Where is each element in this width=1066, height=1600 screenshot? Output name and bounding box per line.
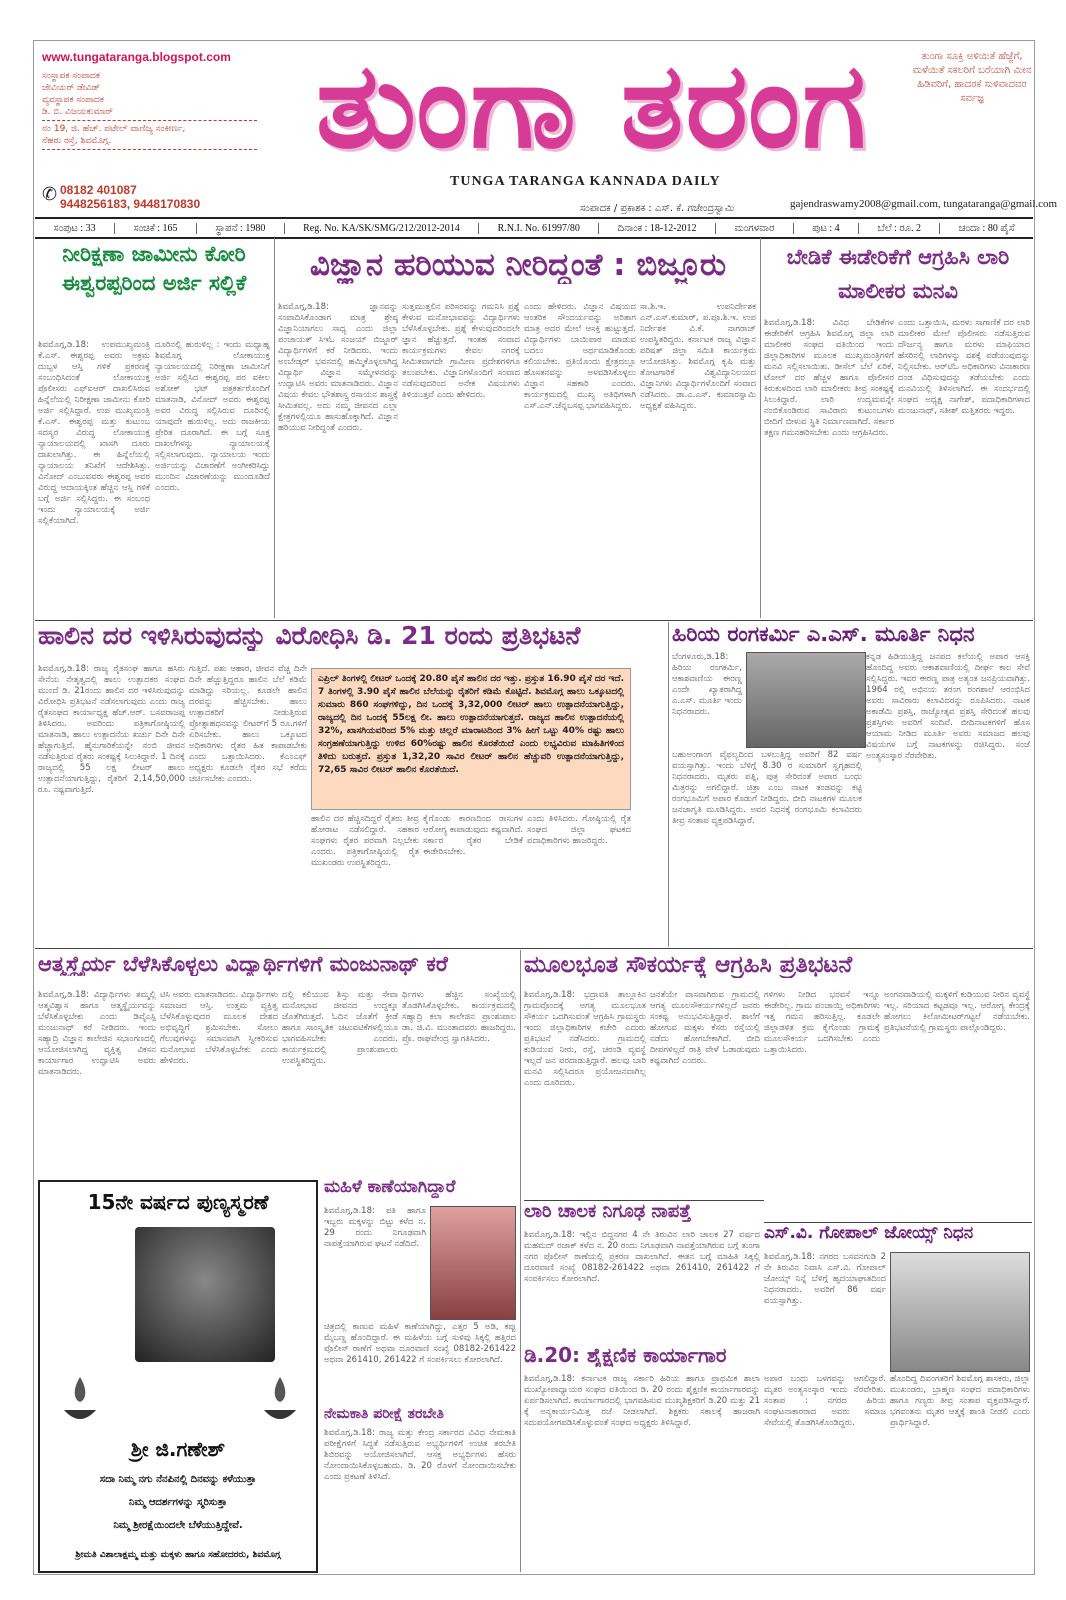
headline-recruitment-exam-coaching[interactable]: ನೇಮಕಾತಿ ಪರೀಕ್ಷೆ ತರಬೇತಿ: [324, 1406, 444, 1422]
article-text: ಕನ್ನಡ ಹಿಡಿಯುತ್ತಿದ್ದ ಜನಪದ ಕಲೆಯಲ್ಲಿ ಅಪಾರ ಆಸಕ್ತಿ ಹೊಂದಿದ್ದ ಅವರು ಆಕಾಶವಾಣಿಯಲ್ಲಿ ದೀರ್ಘ ಕಾಲ ಸೇವೆ ಸಲ್ಲಿಸಿದ್ದರು. ಇವರ ಈರಣ್ಣ ಪಾತ್ರ ಅತ್ಯಂತ ಜನಪ್ರಿಯವಾಗಿತ್ತು. 1964 ರಲ್ಲಿ ಅಭಿನಯ ತರಂಗ ರಂಗಶಾಲೆ ಆರಂಭಿಸಿದ ಅವರು ಸಾವಿರಾರು ಕಲಾವಿದರನ್ನು ರೂಪಿಸಿದರು. ನಾಟಕ ಅಕಾಡೆಮಿ ಪ್ರಶಸ್ತಿ, ರಾಜ್ಯೋತ್ಸವ ಪ್ರಶಸ್ತಿ ಸೇರಿದಂತೆ ಹಲವು ಪ್ರಶಸ್ತಿಗಳು ಅವರಿಗೆ ಸಂದಿವೆ. ಬೀದಿನಾಟಕಗಳಿಗೆ ಹೊಸ ಆಯಾಮ ನೀಡಿದ ಮೂರ್ತಿ ಅವರು ಸಮಾಜದ ಹಲವು ವಿಷಯಗಳ ಬಗ್ಗೆ ನಾಟಕಗಳನ್ನು ರಚಿಸಿದ್ದರು. ಸಂಜೆ ಅಂತ್ಯಸಂಸ್ಕಾರ ನೆರವೇರಿತು.: [866, 652, 1030, 761]
phone-numbers: [60, 183, 200, 211]
memorial-notice: [38, 1180, 318, 1573]
memorial-title: 15ನೇ ವರ್ಷದ ಪುಣ್ಯಸ್ಮರಣೆ: [87, 1190, 269, 1214]
article-text: ಹಾಲಿನ ದರ ಹೆಚ್ಚಿಸದಿದ್ದರೆ ರೈತರು ತೀವ್ರ ಹೋರಾಟ ನಡೆಸಲಿದ್ದಾರೆ. ಸಹಕಾರ ಸಂಘಗಳು ರೈತರ ಪರವಾಗಿ ನಿಲ್ಲಬೇಕು ಎಂದರು. ಪತ್ರಿಕಾಗೋಷ್ಠಿಯಲ್ಲಿ ರೈತ ಮುಖಂಡರು ಉಪಸ್ಥಿತರಿದ್ದರು.: [311, 814, 419, 868]
article-text: ಶಿವಮೊಗ್ಗ,ಡಿ.18: ಭದ್ರಾವತಿ ತಾಲ್ಲೂಕಿನ ಗ್ರಾಮವೊಂದಕ್ಕೆ ಅಗತ್ಯ ಮೂಲಭೂತ ಸೌಕರ್ಯ ಒದಗಿಸುವಂತೆ ಆಗ್ರಹಿಸಿ ಗ್ರಾಮಸ್ಥರು ಇಂದು ಜಿಲ್ಲಾಧಿಕಾರಿಗಳ ಕಚೇರಿ ಎದುರು ಪ್ರತಿಭಟನೆ ನಡೆಸಿದರು. ಗ್ರಾಮದಲ್ಲಿ ಕುಡಿಯುವ ನೀರು, ರಸ್ತೆ, ಚರಂಡಿ ವ್ಯವಸ್ಥೆ ಇಲ್ಲದೆ ಜನ ಪರದಾಡುತ್ತಿದ್ದಾರೆ. ಹಲವು ಬಾರಿ ಮನವಿ ಸಲ್ಲಿಸಿದರೂ ಪ್ರಯೋಜನವಾಗಿಲ್ಲ ಎಂದು ದೂರಿದರು.: [524, 990, 646, 1088]
article-text: ರ್ಥಿಗಳು ಹೆಚ್ಚಿನ ಸಂಖ್ಯೆಯಲ್ಲಿ ತೊಡಗಿಸಿಕೊಳ್ಳಬೇಕು. ಕಾರ್ಯಕ್ರಮದಲ್ಲಿ ಸಹ್ಯಾದ್ರಿ ಕಲಾ ಕಾಲೇಜಿನ ಪ್ರಾಂಶುಪಾಲ ಡಾ. ಜಿ.ವಿ. ಮುಂತಾದವರು ಹಾಜರಿದ್ದರು. ಪ್ರೊ. ರಾಘವೇಂದ್ರ ಸ್ವಾಗತಿಸಿದರು.: [402, 990, 516, 1044]
article-text: ಶಿವಮೊಗ್ಗ,ಡಿ.18: ನಗರದ ಬಸವನಗುಡಿ 2 ನೇ ತಿರುವಿನ ನಿವಾಸಿ ಎಸ್.ವಿ. ಗೋಪಾಲ್ ಜೋಯ್ಸ್ ನಿನ್ನೆ ಬೆಳಿಗ್ಗೆ ಹೃದಯಾಘಾತದಿಂದ ನಿಧನರಾದರು. ಅವರಿಗೆ 86 ವರ್ಷ ವಯಸ್ಸಾಗಿತ್ತು.: [764, 1252, 886, 1306]
info-line: ಡಿ. ಬಿ. ವಿಜಯಕುಮಾರ್: [42, 107, 113, 117]
article-text: ಗುತ್ತಿದೆ. ಪಶು ಆಹಾರ, ಜೀವನ ವೆಚ್ಚ ದಿನೇ ದಿನೇ ಹೆಚ್ಚುತ್ತಿದ್ದರೂ ಹಾಲಿನ ಬೆಲೆ ಕಡಿಮೆ ಮಾಡಿದ್ದು ಸರಿಯಲ್ಲ. ಕೂಡಲೇ ಹಾಲಿನ ದರವನ್ನು ಹೆಚ್ಚಿಸಬೇಕು. ಹಾಲು ಉತ್ಪಾದಕರಿಗೆ ನೀಡುತ್ತಿರುವ ಪ್ರೋತ್ಸಾಹಧನವನ್ನು ಲೀಟರ್‌ಗೆ 5 ರೂ.ಗಳಿಗೆ ಏರಿಸಬೇಕು. ಹಾಲು ಒಕ್ಕೂಟದ ಅಧಿಕಾರಿಗಳು ರೈತರ ಹಿತ ಕಾಪಾಡಬೇಕು ಎಂದು ಒತ್ತಾಯಿಸಿದರು. ಕೆಎಂಎಫ್ ಅಧ್ಯಕ್ಷರು ಕೂಡಲೇ ರೈತರ ಸಭೆ ಕರೆದು ಚರ್ಚಿಸಬೇಕು ಎಂದರು.: [189, 664, 307, 784]
established: ಸ್ಥಾಪನೆ : 1980: [197, 223, 285, 234]
info-line: ಸಂಸ್ಥಾಪಕ ಸಂಪಾದಕ: [42, 71, 100, 81]
price: ಬೆಲೆ : ರೂ. 2: [859, 223, 940, 234]
article-text: ಎಂದು ಒತ್ತಾಯಿಸಿ, ಮರಳು ಸಾಗಾಣಿಕೆ ದರ ಲಾರಿ ಮಾಲೀಕರ ಮೇಲೆ ಪೊಲೀಸರು ನಡೆಸುತ್ತಿರುವ ದೌರ್ಜನ್ಯ ಹಾಗೂ ಮರಳು ಮಾಫಿಯಾದ ಹೆಸರಿನಲ್ಲಿ ಲಾರಿಗಳನ್ನು ವಶಕ್ಕೆ ಪಡೆಯುವುದನ್ನು ನಿಲ್ಲಿಸಬೇಕು. ಆರ್‌ಟಿಓ ಅಧಿಕಾರಿಗಳು ವಿನಾಕಾರಣ ದಂಡ ವಿಧಿಸುವುದನ್ನು ತಡೆಯಬೇಕು ಎಂದು ಮನವಿಯಲ್ಲಿ ತಿಳಿಸಲಾಗಿದೆ. ಈ ಸಂದರ್ಭದಲ್ಲಿ ಸಂಘದ ಅಧ್ಯಕ್ಷ ನಾಗೇಶ್, ಪದಾಧಿಕಾರಿಗಳಾದ ಮಂಜುನಾಥ್, ಸತೀಶ್ ಮತ್ತಿತರರು ಇದ್ದರು.: [898, 318, 1030, 416]
tunga-quote: ತುಂಗಾ ಸೂಕ್ತಿ ಅಳಿಯಿತೆ ಹೆಜ್ಜೆಗೆ, ಮಳೆಯಿತೆ ಸಕಲರಿಗೆ ಬರೆಯಾಗಿ ಮೀನ ಹಿಡಿವರಿಗೆ, ಹಾದರಕೆ ಸುಳಿವಾದವರ ಸರ್ವಜ್ಞ: [912, 51, 1032, 104]
headline-bail-application[interactable]: ನೀರಿಕ್ಷಣಾ ಜಾಮೀನು ಕೋರಿ ಈಶ್ವರಪ್ಪರಿಂದ ಅರ್ಜಿ ಸಲ್ಲಿಕೆ: [61, 242, 247, 295]
article-text: ಶಿವಮೊಗ್ಗ,ಡಿ.18: ರಾಜ್ಯ ರೈತಸಂಘ ಹಾಗೂ ಹಸಿರು ಸೇನೆಯ ನೇತೃತ್ವದಲ್ಲಿ ಹಾಲು ಉತ್ಪಾದಕರ ಸಂಘದ ಮುಂದೆ ಡಿ. 21ರಂದು ಹಾಲಿನ ದರ ಇಳಿಸಿರುವುದನ್ನು ವಿರೋಧಿಸಿ ಪ್ರತಿಭಟನೆ ನಡೆಸಲಾಗುವುದು ಎಂದು ರಾಜ್ಯ ರೈತಸಂಘದ ಕಾರ್ಯಾಧ್ಯಕ್ಷ ಹೆಚ್.ಆರ್. ಬಸವರಾಜಪ್ಪ ತಿಳಿಸಿದರು. ಅವರಿಂದು ಪತ್ರಿಕಾಗೋಷ್ಠಿಯಲ್ಲಿ ಮಾತನಾಡಿ, ಹಾಲು ಉತ್ಪಾದನೆಯ ಖರ್ಚು ದಿನೇ ದಿನೇ ಹೆಚ್ಚಾಗುತ್ತಿದೆ. ಹೈನುಗಾರಿಕೆಯನ್ನೇ ನಂಬಿ ಜೀವನ ನಡೆಸುತ್ತಿರುವ ರೈತರು ಸಂಕಷ್ಟಕ್ಕೆ ಸಿಲುಕಿದ್ದಾರೆ. 1 ದಿನಕ್ಕೆ ರಾಜ್ಯದಲ್ಲಿ 55 ಲಕ್ಷ ಲೀಟರ್ ಹಾಲು ಉತ್ಪಾದನೆಯಾಗುತ್ತಿದ್ದು, ರೈತರಿಗೆ 2,14,50,000 ರೂ. ನಷ್ಟವಾಗುತ್ತಿದೆ.: [38, 664, 185, 795]
weekday: ಮಂಗಳವಾರ: [716, 223, 794, 234]
rni-no: R.N.I. No. 61997/80: [479, 223, 599, 234]
phone-icon: ✆: [42, 184, 58, 205]
article-text: ಶಿವಮೊಗ್ಗ,ಡಿ.18: ವಿದ್ಯಾರ್ಥಿಗಳು ತಮ್ಮಲ್ಲಿ ಆತ್ಮವಿಶ್ವಾಸ ಹಾಗೂ ಆತ್ಮಸ್ಥೈರ್ಯವನ್ನು ಬೆಳೆಸಿಕೊಳ್ಳಬೇಕು ಎಂದು ಡಿವೈಎಸ್ಪಿ ಮಂಜುನಾಥ್ ಕರೆ ನೀಡಿದರು. ಇಂದು ಸಹ್ಯಾದ್ರಿ ವಿಜ್ಞಾನ ಕಾಲೇಜಿನ ಸಭಾಂಗಣದಲ್ಲಿ ಆಯೋಜಿಸಲಾಗಿದ್ದ ವ್ಯಕ್ತಿತ್ವ ವಿಕಸನ ಕಾರ್ಯಾಗಾರ ಉದ್ಘಾಟಿಸಿ ಅವರು ಮಾತನಾಡಿದರು.: [38, 990, 156, 1077]
article-text: ಶಿವಮೊಗ್ಗ,ಡಿ.18: ಜ್ಞಾನವನ್ನು ಸಂಪಾದಿಸಿಕೊಂಡಾಗ ಮಾತ್ರ ಶ್ರೇಷ್ಠ ವಿಜ್ಞಾನಿಯಾಗಲು ಸಾಧ್ಯ ಎಂದು ಜಿಲ್ಲಾ ಪಂಚಾಯತ್ ಸಿಇಓ ಸಂಜಯ್ ಬಿಜ್ಜೂರ್ ವಿದ್ಯಾರ್ಥಿಗಳಿಗೆ ಕರೆ ನೀಡಿದರು. ಇಂದು ಅಂಬೇಡ್ಕರ್ ಭವನದಲ್ಲಿ ಹಮ್ಮಿಕೊಳ್ಳಲಾಗಿದ್ದ ವಿದ್ಯಾರ್ಥಿ ವಿಜ್ಞಾನ ಸಮ್ಮೇಳನವನ್ನು ಉದ್ಘಾಟಿಸಿ ಅವರು ಮಾತನಾಡಿದರು. ವಿಜ್ಞಾನ ವಿಷಯ ಕೇವಲ ಭೌತಶಾಸ್ತ್ರ ರಸಾಯನ ಶಾಸ್ತ್ರಕ್ಕೆ ಸೀಮಿತವಲ್ಲ. ಅದು ನಮ್ಮ ಜೀವನದ ಎಲ್ಲಾ ಕ್ಷೇತ್ರಗಳಲ್ಲಿಯೂ ಹಾಸುಹೊಕ್ಕಾಗಿದೆ. ವಿಜ್ಞಾನ ಹರಿಯುವ ನೀರಿದ್ದಂತೆ ಎಂದರು.: [278, 302, 398, 433]
headline-lorry-driver-missing[interactable]: ಲಾರಿ ಚಾಲಕ ನಿಗೂಢ ನಾಪತ್ತೆ: [524, 1202, 692, 1222]
info-line: ಜೇವಿಯರ್ ಡೇವಿಡ್: [42, 83, 101, 93]
headline-basic-facilities-protest[interactable]: ಮೂಲಭೂತ ಸೌಕರ್ಯಕ್ಕೆ ಆಗ್ರಹಿಸಿ ಪ್ರತಿಭಟನೆ: [524, 952, 853, 978]
photo-gopal-joyce: [890, 1252, 1030, 1372]
headline-gopal-joyce-death[interactable]: ಎಸ್.ವಿ. ಗೋಪಾಲ್ ಜೋಯ್ಸ್ ನಿಧನ: [764, 1224, 974, 1243]
date: ದಿನಾಂಕ : 18-12-2012: [599, 223, 716, 234]
headline-students-self-confidence[interactable]: ಆತ್ಮಸ್ಥೈರ್ಯ ಬೆಳೆಸಿಕೊಳ್ಳಲು ವಿದ್ಯಾರ್ಥಿಗಳಿಗೆ ಮಂಜುನಾಥ್ ಕರೆ: [38, 952, 448, 976]
article-text: ಸಾ.ಶಿ.ಇ. ಉಪನಿರ್ದೇಶಕ ಎನ್.ಎಸ್.ಕುಮಾರ್, ಪ.ಪೂ.ಶಿ.ಇ. ಉಪ ನಿರ್ದೇಶಕ ವಿ.ಕೆ. ನಾಗರಾಜ್ ಉಪಸ್ಥಿತರಿದ್ದರು. ಕರ್ನಾಟಕ ರಾಜ್ಯ ವಿಜ್ಞಾನ ಪರಿಷತ್ ಜಿಲ್ಲಾ ಸಮಿತಿ ಕಾರ್ಯಕ್ರಮ ಆಯೋಜಿಸಿತ್ತು. ಶಿವಮೊಗ್ಗ ಕೃಷಿ ಮತ್ತು ತೋಟಗಾರಿಕೆ ವಿಶ್ವವಿದ್ಯಾನಿಲಯದ ವಿಜ್ಞಾನಿಗಳು ವಿದ್ಯಾರ್ಥಿಗಳೊಂದಿಗೆ ಸಂವಾದ ನಡೆಸಿದರು. ಡಾ.ಎ.ಎಸ್. ಕುಮಾರಸ್ವಾಮಿ ಅಧ್ಯಕ್ಷತೆ ವಹಿಸಿದ್ದರು.: [640, 302, 756, 411]
email-line: gajendraswamy2008@gmail.com, tungataranga@gmail.com: [790, 198, 1058, 210]
oil-lamp-icon: [60, 1372, 100, 1432]
headline-lorry-owners-petition[interactable]: ಬೇಡಿಕೆ ಈಡೇರಿಕೆಗೆ ಆಗ್ರಹಿಸಿ ಲಾರಿ ಮಾಲೀಕರ ಮನವಿ: [786, 245, 1010, 303]
article-text: ಶಿವಮೊಗ್ಗ,ಡಿ.18: ಇಲ್ಲಿನ ಬಿದ್ದನಗರ 4 ನೇ ತಿರುವಿನ ಲಾರಿ ಚಾಲಕ 27 ವರ್ಷದ ಮಹಮದ್ ರಜಾಕ್ ಕಳೆದ ನ. 20 ರಂದು ನಿಗೂಢವಾಗಿ ನಾಪತ್ತೆಯಾಗಿರುವ ಬಗ್ಗೆ ತುಂಗಾ ನಗರ ಪೊಲೀಸ್ ಠಾಣೆಯಲ್ಲಿ ಪ್ರಕರಣ ದಾಖಲಾಗಿದೆ. ಈತನ ಬಗ್ಗೆ ಮಾಹಿತಿ ಸಿಕ್ಕಲ್ಲಿ ದೂರವಾಣಿ ಸಂಖ್ಯೆ 08182-261422 ಅಥವಾ 261410, 261422 ಗೆ ಸಂಪರ್ಕಿಸಲು ಕೋರಲಾಗಿದೆ.: [524, 1230, 760, 1284]
article-text: ಅಂಗನವಾಡಿಯಲ್ಲಿ ಮಕ್ಕಳಿಗೆ ಕುಡಿಯುವ ನೀರಿನ ವ್ಯವಸ್ಥೆ ಇಲ್ಲ. ಸರಿಯಾದ ಕಟ್ಟಡವೂ ಇಲ್ಲ. ಆರೋಗ್ಯ ಕೇಂದ್ರಕ್ಕೆ ಹೋಗಲು ಕಿಲೋಮೀಟರ್‌ಗಟ್ಟಲೆ ನಡೆಯಬೇಕು. ಪ್ರತಿಭಟನೆಯಲ್ಲಿ ಗ್ರಾಮಸ್ಥರು ಪಾಲ್ಗೊಂಡಿದ್ದರು.: [884, 990, 1030, 1033]
memorial-name: ಶ್ರೀ ಜಿ.ಗಣೇಶ್: [130, 1437, 226, 1461]
memorial-photo: [135, 1227, 275, 1362]
editor-line: ಸಂಪಾದಕ / ಪ್ರಕಾಶಕ : ಎಸ್. ಕೆ. ಗಜೇಂದ್ರಸ್ವಾಮಿ: [580, 203, 735, 214]
article-text: ದೂರಿನಲ್ಲಿ ಹುರುಳಿಲ್ಲ : ಇಂದು ಮಧ್ಯಾಹ್ನ ಶಿವಮೊಗ್ಗ ಲೋಕಾಯುಕ್ತ ನ್ಯಾಯಾಲಯದಲ್ಲಿ ನಿರೀಕ್ಷಣಾ ಜಾಮೀನಿಗೆ ಅರ್ಜಿ ಸಲ್ಲಿಸಿದ ಈಶ್ವರಪ್ಪ ಪರ ವಕೀಲ ಅಶೋಕ್ ಭಟ್ ಪತ್ರಕರ್ತರೊಂದಿಗೆ ಮಾತನಾಡಿ, ವಿನೋದ್ ಅವರು ಈಶ್ವರಪ್ಪ ಅವರ ವಿರುದ್ಧ ಸಲ್ಲಿಸಿರುವ ದೂರಿನಲ್ಲಿ ಯಾವುದೇ ಹುರುಳಿಲ್ಲ. ಅದು ರಾಜಕೀಯ ಪ್ರೇರಿತ ದೂರಾಗಿದೆ. ಈ ಬಗ್ಗೆ ಸೂಕ್ತ ದಾಖಲೆಗಳನ್ನು ನ್ಯಾಯಾಲಯಕ್ಕೆ ಸಲ್ಲಿಸಲಾಗುವುದು. ನ್ಯಾಯಾಲಯ ಇಂದು ಅರ್ಜಿಯನ್ನು ವಿಚಾರಣೆಗೆ ಅಂಗೀಕರಿಸಿದ್ದು ಮುಂದಿನ ವಿಚಾರಣೆಯನ್ನು ಮುಂದೂಡಿದೆ ಎಂದರು.: [155, 340, 270, 493]
article-text: ಬೆಂಗಳೂರು,ಡಿ.18: ಹಿರಿಯ ರಂಗಕರ್ಮಿ, ಆಕಾಶವಾಣಿಯ ಈರಣ್ಣ ಎಂದೇ ಖ್ಯಾತರಾಗಿದ್ದ ಎ.ಎಸ್. ಮೂರ್ತಿ ಇಂದು ನಿಧನರಾದರು.: [672, 652, 742, 717]
memorial-footer: ಶ್ರೀಮತಿ ವಿಶಾಲಾಕ್ಷಮ್ಮ ಮತ್ತು ಮಕ್ಕಳು ಹಾಗೂ ಸಹೋದರರು, ಶಿವಮೊಗ್ಗ: [75, 1550, 281, 1560]
memorial-line: ಸದಾ ನಿಮ್ಮ ನಗು ನೆನಪಿನಲ್ಲಿ ದಿನವನ್ನು ಕಳೆಯುತ್ತಾ: [99, 1474, 257, 1485]
article-text: ಗಳಿಗಳು ನೀಡಿದ ಭರವಸೆ ಇನ್ನೂ ಈಡೇರಿಲ್ಲ. ಗ್ರಾಮ ಪಂಚಾಯ್ತಿ ಅಧಿಕಾರಿಗಳು ಇತ್ತ ಗಮನ ಹರಿಸುತ್ತಿಲ್ಲ. ಕೂಡಲೇ ಜಿಲ್ಲಾಡಳಿತ ಕ್ರಮ ಕೈಗೊಂಡು ಗ್ರಾಮಕ್ಕೆ ಮೂಲಸೌಕರ್ಯ ಒದಗಿಸಬೇಕು ಎಂದು ಒತ್ತಾಯಿಸಿದರು.: [764, 990, 880, 1055]
info-line: ನಂ 19, ಜಿ. ಹೆಚ್. ಪಟೇಲ್ ವಾಣಿಜ್ಯ ಸಂಕೀರ್ಣ,: [42, 124, 186, 134]
pages: ಪುಟ : 4: [794, 223, 859, 234]
volume: ಸಂಪುಟ : 33: [35, 223, 115, 234]
site-url[interactable]: www.tungataranga.blogspot.com: [42, 50, 231, 64]
article-text: ದಲ್ಲಿ ಕಲಿಯುವ ಶಿಸ್ತು ಮತ್ತು ಸೇವಾ ಮನೋಭಾವ ಜೀವನದ ಉದ್ದಕ್ಕೂ ಜೊತೆಗಿರುತ್ತದೆ. ಓದಿನ ಜೊತೆಗೆ ಕ್ರೀಡೆ ಹಾಗೂ ಸಾಂಸ್ಕೃತಿಕ ಚಟುವಟಿಕೆಗಳಲ್ಲಿಯೂ ಭಾಗವಹಿಸಬೇಕು ಎಂದರು. ಕಾರ್ಯಕ್ರಮದಲ್ಲಿ ಪ್ರಾಂಶುಪಾಲರು ಉಪಸ್ಥಿತರಿದ್ದರು.: [282, 990, 398, 1066]
article-text: ಶಿವಮೊಗ್ಗ,ಡಿ.18: ರಾಜ್ಯ ಮತ್ತು ಕೇಂದ್ರ ಸರ್ಕಾರದ ವಿವಿಧ ನೇಮಕಾತಿ ಪರೀಕ್ಷೆಗಳಿಗೆ ಸಿದ್ಧತೆ ನಡೆಸುತ್ತಿರುವ ಅಭ್ಯರ್ಥಿಗಳಿಗೆ ಉಚಿತ ತರಬೇತಿ ಶಿಬಿರವನ್ನು ಆಯೋಜಿಸಲಾಗಿದೆ. ಆಸಕ್ತ ಅಭ್ಯರ್ಥಿಗಳು ಹೆಸರು ನೋಂದಾಯಿಸಿಕೊಳ್ಳಬಹುದು. ಡಿ. 20 ರೊಳಗೆ ನೋಂದಾಯಿಸಬೇಕು ಎಂದು ಪ್ರಕಟಣೆ ತಿಳಿಸಿದೆ.: [324, 1428, 516, 1482]
masthead-title: ತುಂಗಾ ತರಂಗ: [316, 36, 868, 174]
article-text: ಶಿವಮೊಗ್ಗ,ಡಿ.18: ಉಪಮುಖ್ಯಮಂತ್ರಿ ಕೆ.ಎಸ್. ಈಶ್ವರಪ್ಪ ಅವರು ಅಕ್ರಮ ದುಬ್ಬಳ ಆಸ್ತಿ ಗಳಿಕೆ ಪ್ರಕರಣಕ್ಕೆ ಸಂಬಂಧಿಸಿದಂತೆ ಲೋಕಾಯುಕ್ತ ಪೊಲೀಸರು ಎಫ್‌ಐಆರ್ ದಾಖಲಿಸಿರುವ ಹಿನ್ನೆಲೆಯಲ್ಲಿ ನಿರೀಕ್ಷಣಾ ಜಾಮೀನು ಕೋರಿ ಅರ್ಜಿ ಸಲ್ಲಿಸಿದ್ದಾರೆ. ಉಪ ಮುಖ್ಯಮಂತ್ರಿ ಕೆ.ಎಸ್. ಈಶ್ವರಪ್ಪ ಮತ್ತು ಕುಟುಂಬ ಸದಸ್ಯರ ವಿರುದ್ಧ ಲೋಕಾಯುಕ್ತ ನ್ಯಾಯಾಲಯದಲ್ಲಿ ಖಾಸಗಿ ದೂರು ದಾಖಲಾಗಿತ್ತು. ಈ ಹಿನ್ನೆಲೆಯಲ್ಲಿ ನ್ಯಾಯಾಲಯ ತನಿಖೆಗೆ ಆದೇಶಿಸಿತ್ತು. ವಿನೋದ್ ಎಂಬುವವರು ಈಶ್ವರಪ್ಪ ಅವರ ವಿರುದ್ಧ ಆದಾಯಕ್ಕಿಂತ ಹೆಚ್ಚಿನ ಆಸ್ತಿ ಗಳಿಕೆ ಬಗ್ಗೆ ಅರ್ಜಿ ಸಲ್ಲಿಸಿದ್ದರು. ಈ ಸಂಬಂಧ ಇಂದು ನ್ಯಾಯಾಲಯಕ್ಕೆ ಅರ್ಜಿ ಸಲ್ಲಿಕೆಯಾಗಿದೆ.: [38, 340, 150, 526]
headline-science-flowing-water[interactable]: ವಿಜ್ಞಾನ ಹರಿಯುವ ನೀರಿದ್ದಂತೆ : ಬಿಜ್ಜೂರು: [309, 248, 727, 283]
article-text: ಸುತ್ತಮುತ್ತಲಿನ ಪರಿಸರವನ್ನು ಗಮನಿಸಿ ಪ್ರಶ್ನೆ ಕೇಳುವ ಮನೋಭಾವವನ್ನು ವಿದ್ಯಾರ್ಥಿಗಳು ಬೆಳೆಸಿಕೊಳ್ಳಬೇಕು. ಪ್ರಶ್ನೆ ಕೇಳುವುದರಿಂದಲೇ ಜ್ಞಾನ ಹೆಚ್ಚುತ್ತದೆ. ಇಂತಹ ಸಂವಾದ ಕಾರ್ಯಕ್ರಮಗಳು ಕೇವಲ ನಗರಕ್ಕೆ ಸೀಮಿತವಾಗದೇ ಗ್ರಾಮೀಣ ಪ್ರದೇಶಗಳಿಗೂ ತಲುಪಬೇಕು. ವಿಜ್ಞಾನಿಗಳೊಂದಿಗೆ ಸಂವಾದ ನಡೆಸುವುದರಿಂದ ಅನೇಕ ವಿಷಯಗಳು ತಿಳಿಯುತ್ತವೆ ಎಂದು ಹೇಳಿದರು.: [402, 302, 520, 400]
photo-as-murthy: [746, 652, 866, 748]
info-line: ವ್ಯವಸ್ಥಾಪಕ ಸಂಪಾದಕ: [42, 95, 104, 105]
article-text: ಕೈಗೊಂಡು ಕಾರಣದಿಂದ ರಾಸುಗಳ ಆರೋಗ್ಯ ಕಾಪಾಡುವುದು ಕಷ್ಟವಾಗಿದೆ. ಸರ್ಕಾರ ರೈತರ ಬೇಡಿಕೆ ಈಡೇರಿಸಬೇಕು.: [423, 814, 523, 857]
reg-no: Reg. No. KA/SK/SMG/212/2012-2014: [285, 223, 479, 234]
photo-missing-woman: [430, 1206, 516, 1320]
article-text: ಎಂದು ತಿಳಿಸಿದರು. ಗೋಷ್ಠಿಯಲ್ಲಿ ರೈತ ಸಂಘದ ಜಿಲ್ಲಾ ಘಟಕದ ಪದಾಧಿಕಾರಿಗಳು ಹಾಜರಿದ್ದರು.: [527, 814, 631, 846]
article-text: ಟಿಸಿ ಅವರು ಮಾತನಾಡಿದರು. ವಿದ್ಯಾರ್ಥಿಗಳು ಸಮಾಜದ ಆಸ್ತಿ. ಉತ್ತಮ ವ್ಯಕ್ತಿತ್ವ ಬೆಳೆಸಿಕೊಳ್ಳುವುದರ ಮೂಲಕ ದೇಶದ ಅಭಿವೃದ್ಧಿಗೆ ಶ್ರಮಿಸಬೇಕು. ಸೋಲು ಗೆಲುವುಗಳನ್ನು ಸಮಾನವಾಗಿ ಸ್ವೀಕರಿಸುವ ಮನೋಭಾವ ಬೆಳೆಸಿಕೊಳ್ಳಬೇಕು ಎಂದು ಹೇಳಿದರು.: [160, 990, 278, 1066]
info-line: ನೆಹರು ರಸ್ತೆ, ಶಿವಮೊಗ್ಗ.: [42, 136, 112, 146]
article-text: ಬಹುಅಂಗಾಂಗ ವೈಫಲ್ಯದಿಂದ ಬಳಲುತ್ತಿದ್ದ ಅವರಿಗೆ 82 ವರ್ಷ ವಯಸ್ಸಾಗಿತ್ತು. ಇಂದು ಬೆಳಿಗ್ಗೆ 8.30 ರ ಸುಮಾರಿಗೆ ಸ್ವಗೃಹದಲ್ಲಿ ನಿಧನರಾದರು. ಮೃತರು ಪತ್ನಿ, ಪುತ್ರ ಸೇರಿದಂತೆ ಅಪಾರ ಬಂಧು ಮಿತ್ರರನ್ನು ಅಗಲಿದ್ದಾರೆ. ಚಿತ್ರಾ ಎಂಬ ನಾಟಕ ತಂಡವನ್ನು ಕಟ್ಟಿ ರಂಗಭೂಮಿಗೆ ಅಪಾರ ಕೊಡುಗೆ ನೀಡಿದ್ದರು. ಬೀದಿ ನಾಟಕಗಳ ಮೂಲಕ ಜನಜಾಗೃತಿ ಮೂಡಿಸಿದ್ದರು. ಅವರ ನಿಧನಕ್ಕೆ ರಂಗಭೂಮಿ ಕಲಾವಿದರು ತೀವ್ರ ಸಂತಾಪ ವ್ಯಕ್ತಪಡಿಸಿದ್ದಾರೆ.: [672, 750, 862, 826]
masthead-subtitle: TUNGA TARANGA KANNADA DAILY: [450, 174, 721, 189]
subscription: ಚಂದಾ : 80 ಪೈಸೆ: [958, 222, 1015, 234]
headline-theatre-artist-death[interactable]: ಹಿರಿಯ ರಂಗಕರ್ಮಿ ಎ.ಎಸ್. ಮೂರ್ತಿ ನಿಧನ: [672, 622, 975, 646]
oil-lamp-icon: [260, 1372, 300, 1432]
phone-line: 08182 401087: [60, 183, 137, 197]
headline-missing-woman[interactable]: ಮಹಿಳೆ ಕಾಣೆಯಾಗಿದ್ದಾರೆ: [324, 1178, 456, 1197]
memorial-line: ನಿಮ್ಮ ಶ್ರೀರಕ್ಷೆಯಿಂದಲೇ ಬೆಳೆಯುತ್ತಿದ್ದೇವೆ.: [113, 1520, 243, 1531]
issue-info-bar: [35, 217, 1033, 239]
headline-milk-price-protest[interactable]: ಹಾಲಿನ ದರ ಇಳಿಸಿರುವುದನ್ನು ವಿರೋಧಿಸಿ ಡಿ. 21 ರಂದು ಪ್ರತಿಭಟನೆ: [38, 622, 581, 650]
article-text: ಶಿವಮೊಗ್ಗ,ಡಿ.18: ಕರ್ನಾಟಕ ರಾಜ್ಯ ಸರ್ಕಾರಿ ಹಿರಿಯ ಹಾಗೂ ಪ್ರಾಥಮಿಕ ಶಾಲಾ ಮುಖ್ಯೋಪಾಧ್ಯಾಯರ ಸಂಘದ ವತಿಯಿಂದ ಡಿ. 20 ರಂದು ಶೈಕ್ಷಣಿಕ ಕಾರ್ಯಾಗಾರವನ್ನು ಏರ್ಪಡಿಸಲಾಗಿದೆ. ಕಾರ್ಯಾಗಾರದಲ್ಲಿ ಭಾಗವಹಿಸುವ ಮುಖ್ಯಶಿಕ್ಷಕರಿಗೆ ಡಿ.20 ಮತ್ತು 21 ಕ್ಕೆ ಅನ್ಯಕಾರ್ಯನಿಮಿತ್ತ ರಜೆ ನೀಡಲಾಗಿದೆ. ಶಿಕ್ಷಕರು ಸಕಾಲಕ್ಕೆ ಹಾಜರಾಗಿ ಸದುಪಯೋಗಪಡಿಸಿಕೊಳ್ಳುವಂತೆ ಸಂಘದ ಅಧ್ಯಕ್ಷರು ತಿಳಿಸಿದ್ದಾರೆ.: [524, 1374, 760, 1428]
headline-educational-workshop[interactable]: ಡಿ.20: ಶೈಕ್ಷಣಿಕ ಕಾರ್ಯಾಗಾರ: [524, 1344, 727, 1367]
phone-line: 9448256183, 9448170830: [60, 197, 201, 211]
memorial-line: ನಿಮ್ಮ ಆದರ್ಶಗಳನ್ನು ಸ್ಮರಿಸುತ್ತಾ: [128, 1497, 228, 1508]
article-text: ಎಂದು ಹೇಳಿದರು. ವಿಜ್ಞಾನ ವಿಷಯದ ಆಂತರಿಕ ಸೌಂದರ್ಯವನ್ನು ಅರಿತಾಗ ಮಾತ್ರ ಅದರ ಮೇಲೆ ಆಸಕ್ತಿ ಹುಟ್ಟುತ್ತದೆ. ವಿದ್ಯಾರ್ಥಿಗಳು ಬಾಯಿಪಾಠ ಮಾಡುವ ಬದಲು ಅರ್ಥಮಾಡಿಕೊಂಡು ಕಲಿಯಬೇಕು. ಪ್ರತಿಯೊಂದು ಕ್ಷೇತ್ರದಲ್ಲೂ ಹೊಸತನವನ್ನು ಅಳವಡಿಸಿಕೊಳ್ಳಲು ವಿಜ್ಞಾನ ಸಹಕಾರಿ ಎಂದರು. ಕಾರ್ಯಕ್ರಮದಲ್ಲಿ ಮುಖ್ಯ ಅತಿಥಿಗಳಾಗಿ ಎಸ್.ಎನ್.ಚೆನ್ನಬಸಪ್ಪ ಭಾಗವಹಿಸಿದ್ದರು.: [524, 302, 636, 411]
article-text: ಶಿವಮೊಗ್ಗ,ಡಿ.18: ಪತಿ ಹಾಗೂ ಇಬ್ಬರು ಮಕ್ಕಳನ್ನು ಬಿಟ್ಟು ಕಳೆದ ನ. 29 ರಂದು ನಿಗೂಢವಾಗಿ ನಾಪತ್ತೆಯಾಗಿರುವ ಘಟನೆ ನಡೆದಿದೆ.: [324, 1206, 426, 1249]
article-text: ಚಿತ್ರದಲ್ಲಿ ಕಾಣುವ ಮಹಿಳೆ ಕಾಣೆಯಾಗಿದ್ದು, ಎತ್ತರ 5 ಅಡಿ, ಕಪ್ಪು ಮೈಬಣ್ಣ ಹೊಂದಿದ್ದಾರೆ. ಈ ಮಹಿಳೆಯ ಬಗ್ಗೆ ಸುಳಿವು ಸಿಕ್ಕಲ್ಲಿ ಹತ್ತಿರದ ಪೊಲೀಸ್ ಠಾಣೆಗೆ ಅಥವಾ ದೂರವಾಣಿ ಸಂಖ್ಯೆ 08182-261422 ಅಥವಾ 261410, 261422 ಗೆ ಸಂಪರ್ಕಿಸಲು ಕೋರಲಾಗಿದೆ.: [324, 1322, 516, 1365]
issue: ಸಂಚಿಕೆ : 165: [115, 223, 197, 234]
article-text: ಜನತೆಯೇ ವಾಸವಾಗಿರುವ ಗ್ರಾಮದಲ್ಲಿ ಆಗತ್ಯ ಮೂಲಸೌಕರ್ಯಗಳಿಲ್ಲದೆ ಜನರು ಸಂಕಷ್ಟ ಅನುಭವಿಸುತ್ತಿದ್ದಾರೆ. ಶಾಲೆಗೆ ಹೋಗುವ ಮಕ್ಕಳು ಕೆಸರು ರಸ್ತೆಯಲ್ಲಿ ನಡೆದು ಹೋಗಬೇಕಾಗಿದೆ. ಬೀದಿ ದೀಪಗಳಿಲ್ಲದೆ ರಾತ್ರಿ ವೇಳೆ ಓಡಾಡುವುದು ಕಷ್ಟವಾಗಿದೆ ಎಂದರು.: [650, 990, 760, 1066]
milk-price-factbox: ಎಪ್ರಿಲ್ ತಿಂಗಳಲ್ಲಿ ಲೀಟರ್ ಒಂದಕ್ಕೆ 20.80 ಪೈಸೆ ಹಾಲಿನ ದರ ಇತ್ತು. ಪ್ರಸ್ತುತ 16.90 ಪೈಸೆ ದರ ಇದೆ. 7 ತಿಂಗಳಲ್ಲಿ 3.90 ಪೈಸೆ ಹಾಲಿನ ಬೆಲೆಯನ್ನು ರೈತರಿಗೆ ಕಡಿಮೆ ಕೊಟ್ಟಿದೆ. ಶಿವಮೊಗ್ಗ ಹಾಲು ಒಕ್ಕೂಟದಲ್ಲಿ ಸುಮಾರು 860 ಸಂಘಗಳಿದ್ದು, ದಿನ ಒಂದಕ್ಕೆ 3,32,000 ಲೀಟರ್ ಹಾಲು ಉತ್ಪಾದನೆಯಾಗುತ್ತಿದ್ದು, ರಾಜ್ಯದಲ್ಲಿ ದಿನ ಒಂದಕ್ಕೆ 55ಲಕ್ಷ ಲೀ. ಹಾಲು ಉತ್ಪಾದನೆಯಾಗುತ್ತದೆ. ರಾಜ್ಯದ ಹಾಲಿನ ಉತ್ಪಾದನೆಯಲ್ಲಿ 32%, ಖಾಸಗಿಯವರಿಂದ 5% ಮತ್ತು ಚಿಲ್ಲರೆ ಮಾರಾಟದಿಂದ 3% ಹೀಗೆ ಒಟ್ಟು 40% ರಷ್ಟು ಹಾಲು ಸಂಗ್ರಹಣೆಯಾಗುತ್ತಿದ್ದು ಉಳಿದ 60%ರಷ್ಟು ಹಾಲಿನ ಕೊರತೆಯಿದೆ ಎಂದು ಲಭ್ಯವಿರುವ ಮಾಹಿತಿಗಳಿಂದ ತಿಳಿದು ಬರುತ್ತದೆ. ಪ್ರಸ್ತುತ 1,32,20 ಸಾವಿರ ಲೀಟರ್ ಹಾಲಿನ ಹೆಚ್ಚುವರಿ ಉತ್ಪಾದನೆಯಾಗುತ್ತಿದ್ದು, 72,65 ಸಾವಿರ ಲೀಟರ್ ಹಾಲಿನ ಕೊರತೆಯಿದೆ.: [311, 668, 631, 810]
article-text: ಶಿವಮೊಗ್ಗ,ಡಿ.18: ವಿವಿಧ ಬೇಡಿಕೆಗಳ ಈಡೇರಿಕೆಗೆ ಆಗ್ರಹಿಸಿ ಶಿವಮೊಗ್ಗ ಜಿಲ್ಲಾ ಲಾರಿ ಮಾಲೀಕರ ಸಂಘದ ವತಿಯಿಂದ ಇಂದು ಜಿಲ್ಲಾಧಿಕಾರಿಗಳ ಮೂಲಕ ಮುಖ್ಯಮಂತ್ರಿಗಳಿಗೆ ಮನವಿ ಸಲ್ಲಿಸಲಾಯಿತು. ಡೀಸೆಲ್ ಬೆಲೆ ಏರಿಕೆ, ಟೋಲ್ ದರ ಹೆಚ್ಚಳ ಹಾಗೂ ಪೊಲೀಸರ ಕಿರುಕುಳದಿಂದ ಲಾರಿ ಮಾಲೀಕರು ತೀವ್ರ ಸಂಕಷ್ಟಕ್ಕೆ ಸಿಲುಕಿದ್ದಾರೆ. ಲಾರಿ ಉದ್ಯಮವನ್ನೇ ನಂಬಿಕೊಂಡಿರುವ ಸಾವಿರಾರು ಕುಟುಂಬಗಳು ಬೀದಿಗೆ ಬೀಳುವ ಸ್ಥಿತಿ ನಿರ್ಮಾಣವಾಗಿದೆ. ಸರ್ಕಾರ ತಕ್ಷಣ ಗಮನಹರಿಸಬೇಕು ಎಂದು ಆಗ್ರಹಿಸಿದರು.: [764, 318, 894, 438]
article-text: ಹೊಂದಿದ್ದ ದಿವಂಗತರಿಗೆ ಶಿವಮೊಗ್ಗ ಶಾಸಕರು, ಜಿಲ್ಲಾ ಮುಖಂಡರು, ಬ್ರಾಹ್ಮಣ ಸಂಘದ ಪದಾಧಿಕಾರಿಗಳು ಹಾಗೂ ಗಣ್ಯರು ತೀವ್ರ ಸಂತಾಪ ವ್ಯಕ್ತಪಡಿಸಿದ್ದಾರೆ. ಭಗವಂತನು ಮೃತರ ಆತ್ಮಕ್ಕೆ ಶಾಂತಿ ನೀಡಲಿ ಎಂದು ಪ್ರಾರ್ಥಿಸಿದ್ದಾರೆ.: [890, 1374, 1030, 1428]
article-text: ಅಪಾರ ಬಂಧು ಬಳಗವನ್ನು ಅಗಲಿದ್ದಾರೆ. ಮೃತರ ಅಂತ್ಯಸಂಸ್ಕಾರ ಇಂದು ನೆರವೇರಿತು. ಸಂತಾಪ : ನಗರದ ಹಿರಿಯ ಸಂಘಟನಾಕಾರರಾದ ಅವರು ಸಮಾಜ ಸೇವೆಯಲ್ಲಿ ತೊಡಗಿಸಿಕೊಂಡಿದ್ದರು.: [764, 1374, 886, 1428]
publisher-info: [42, 70, 257, 152]
